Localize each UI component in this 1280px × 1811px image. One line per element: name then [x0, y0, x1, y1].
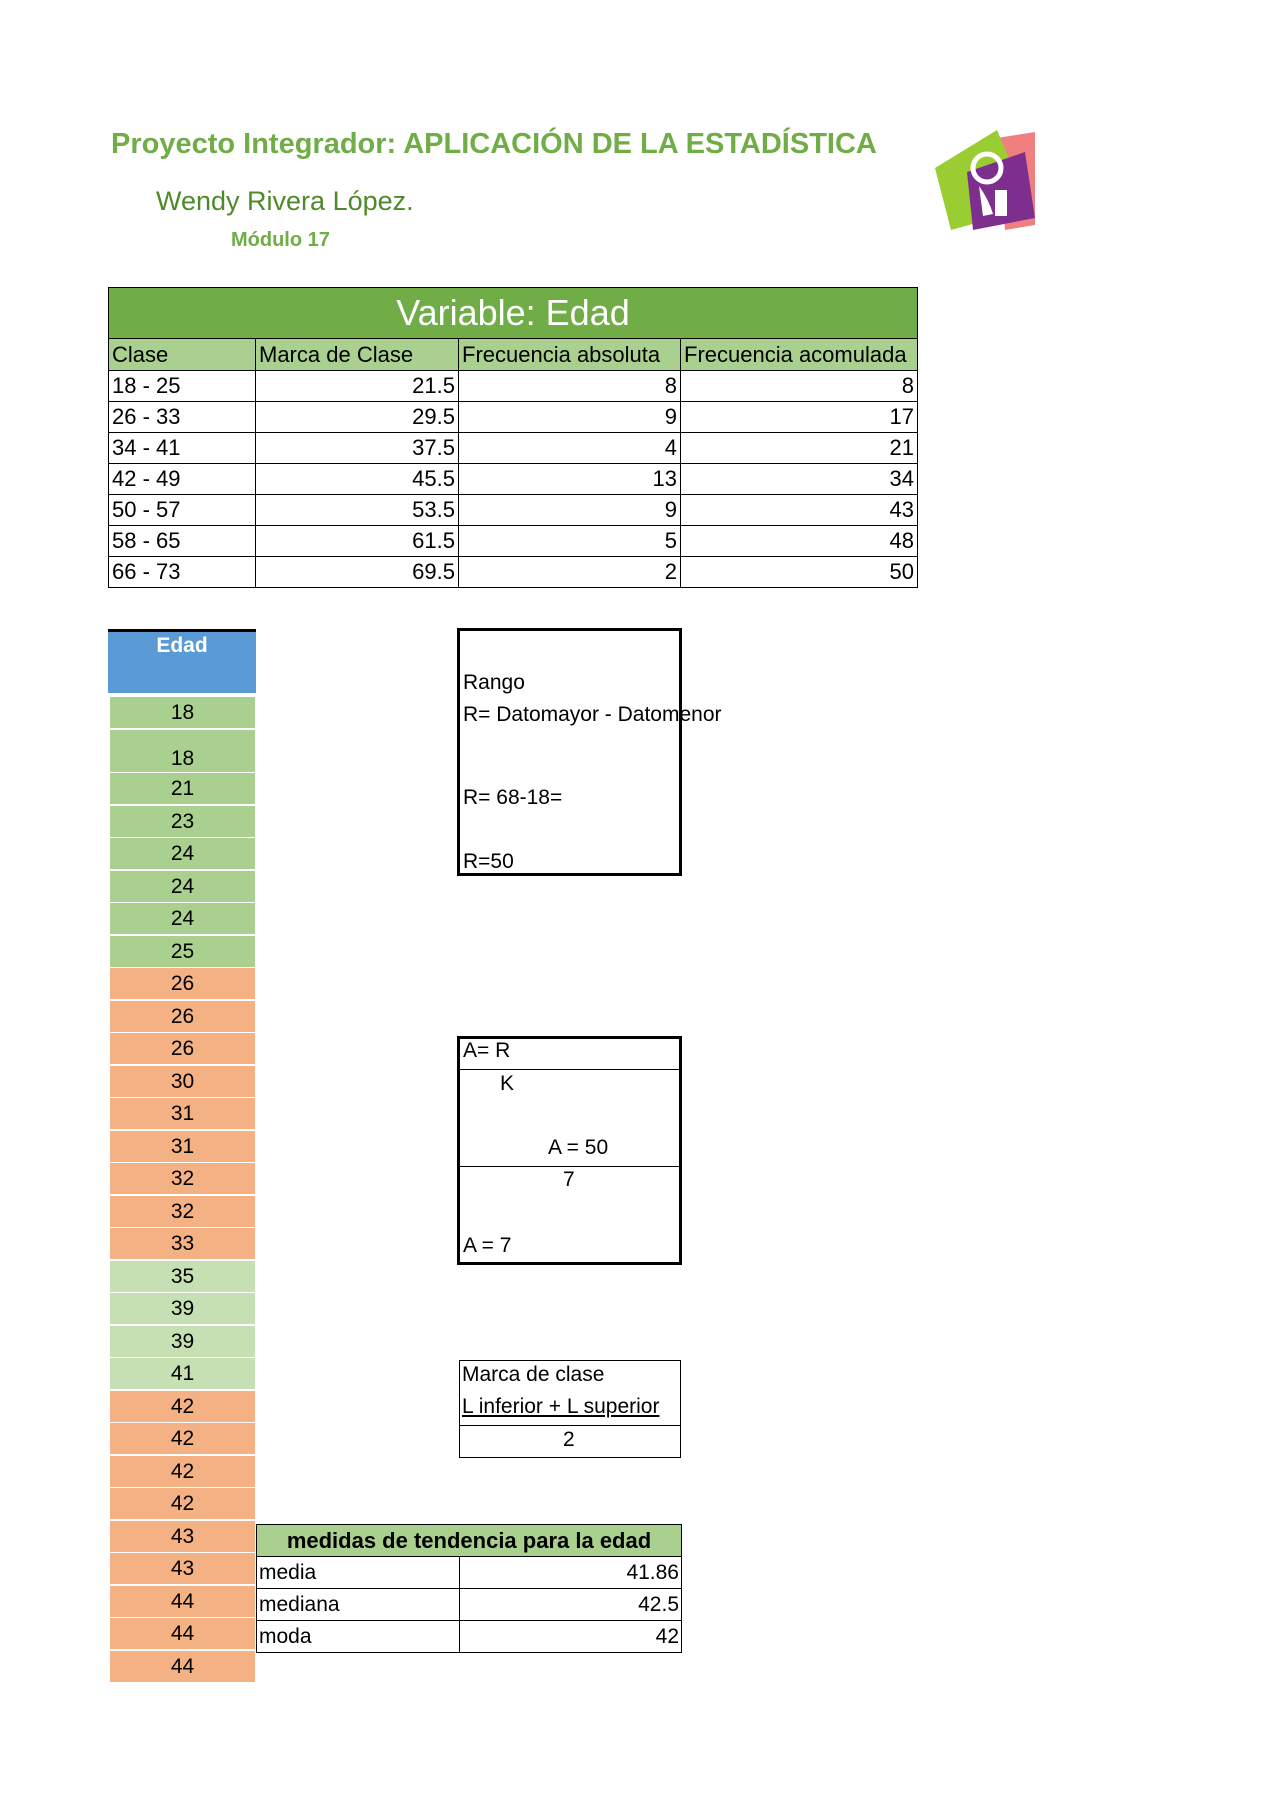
cell-marca: 21.5	[256, 371, 459, 402]
column-header-frecuencia-absoluta: Frecuencia absoluta	[459, 339, 681, 371]
edad-value: 39	[110, 1293, 255, 1324]
column-header-marca: Marca de Clase	[256, 339, 459, 371]
edad-value: 26	[110, 1001, 255, 1032]
frequency-table	[108, 287, 918, 588]
edad-value: 43	[110, 1521, 255, 1552]
table-row	[109, 464, 918, 495]
amplitud-formula-denominator: K	[500, 1072, 515, 1095]
cell-frecuencia-absoluta: 13	[459, 464, 681, 495]
edad-value: 31	[110, 1131, 255, 1162]
cell-marca: 45.5	[256, 464, 459, 495]
table-row	[109, 433, 918, 464]
cell-clase: 34 - 41	[109, 433, 256, 464]
divider	[460, 1425, 680, 1426]
author-name: Wendy Rivera López.	[156, 186, 414, 216]
rango-result: R=50	[463, 850, 514, 873]
cell-marca: 69.5	[256, 557, 459, 588]
cell-frecuencia-absoluta: 9	[459, 402, 681, 433]
cell-clase: 58 - 65	[109, 526, 256, 557]
medidas-title: medidas de tendencia para la edad	[257, 1525, 682, 1557]
cell-frecuencia-acumulada: 48	[681, 526, 918, 557]
cell-frecuencia-absoluta: 5	[459, 526, 681, 557]
cell-frecuencia-absoluta: 8	[459, 371, 681, 402]
edad-value: 24	[110, 838, 255, 869]
amplitud-substitution-denominator: 7	[563, 1168, 575, 1191]
edad-value: 18	[110, 697, 255, 728]
marca-clase-box	[459, 1360, 681, 1458]
module-label: Módulo 17	[231, 229, 330, 251]
edad-value: 33	[110, 1228, 255, 1259]
cell-clase: 66 - 73	[109, 557, 256, 588]
cell-clase: 50 - 57	[109, 495, 256, 526]
table-row	[109, 557, 918, 588]
rango-title: Rango	[463, 671, 525, 694]
cell-frecuencia-absoluta: 9	[459, 495, 681, 526]
cell-frecuencia-acumulada: 8	[681, 371, 918, 402]
edad-column-header: Edad	[108, 629, 256, 693]
logo-icon	[935, 130, 1035, 248]
measure-label: media	[257, 1557, 460, 1589]
measure-value: 42.5	[460, 1589, 682, 1621]
table-row	[109, 371, 918, 402]
cell-marca: 53.5	[256, 495, 459, 526]
cell-frecuencia-acumulada: 43	[681, 495, 918, 526]
edad-value: 42	[110, 1488, 255, 1519]
table-row	[257, 1589, 682, 1621]
cell-marca: 61.5	[256, 526, 459, 557]
column-header-clase: Clase	[109, 339, 256, 371]
divider	[460, 1069, 679, 1070]
edad-value: 35	[110, 1261, 255, 1292]
measure-value: 42	[460, 1621, 682, 1653]
table-row	[257, 1621, 682, 1653]
edad-value: 26	[110, 1033, 255, 1064]
amplitud-result: A = 7	[463, 1234, 512, 1257]
page-title: Proyecto Integrador: APLICACIÓN DE LA ESTADÍSTICA	[111, 128, 877, 160]
cell-marca: 37.5	[256, 433, 459, 464]
edad-value: 39	[110, 1326, 255, 1357]
amplitud-formula-numerator: A= R	[463, 1039, 511, 1062]
cell-clase: 26 - 33	[109, 402, 256, 433]
edad-value: 23	[110, 806, 255, 837]
cell-clase: 18 - 25	[109, 371, 256, 402]
edad-value: 42	[110, 1456, 255, 1487]
measure-label: mediana	[257, 1589, 460, 1621]
cell-frecuencia-acumulada: 17	[681, 402, 918, 433]
edad-value: 24	[110, 903, 255, 934]
cell-frecuencia-absoluta: 4	[459, 433, 681, 464]
table-row	[257, 1557, 682, 1589]
edad-value: 21	[110, 773, 255, 804]
amplitud-substitution-numerator: A = 50	[548, 1136, 609, 1159]
edad-value: 44	[110, 1586, 255, 1617]
edad-value: 44	[110, 1651, 255, 1682]
rango-substitution: R= 68-18=	[463, 786, 563, 809]
edad-value: 42	[110, 1423, 255, 1454]
marca-title: Marca de clase	[462, 1363, 605, 1386]
edad-value: 42	[110, 1391, 255, 1422]
edad-value: 32	[110, 1163, 255, 1194]
cell-frecuencia-acumulada: 34	[681, 464, 918, 495]
cell-frecuencia-acumulada: 50	[681, 557, 918, 588]
table-caption: Variable: Edad	[109, 288, 918, 339]
rango-formula: R= Datomayor - Datomenor	[463, 703, 722, 726]
measure-label: moda	[257, 1621, 460, 1653]
column-header-frecuencia-acumulada: Frecuencia acomulada	[681, 339, 918, 371]
rango-box	[457, 628, 722, 876]
edad-value: 43	[110, 1553, 255, 1584]
marca-formula-denominator: 2	[563, 1428, 575, 1451]
cell-clase: 42 - 49	[109, 464, 256, 495]
edad-value: 31	[110, 1098, 255, 1129]
edad-value: 25	[110, 936, 255, 967]
table-row	[109, 526, 918, 557]
edad-list	[110, 697, 255, 1683]
cell-marca: 29.5	[256, 402, 459, 433]
divider	[460, 1166, 679, 1167]
edad-value: 30	[110, 1066, 255, 1097]
amplitud-box	[457, 1036, 682, 1265]
cell-frecuencia-absoluta: 2	[459, 557, 681, 588]
edad-value: 32	[110, 1196, 255, 1227]
edad-value: 24	[110, 871, 255, 902]
marca-formula-numerator: L inferior + L superior	[462, 1395, 660, 1418]
table-row	[109, 402, 918, 433]
medidas-tendencia-table	[256, 1524, 682, 1653]
table-row	[109, 495, 918, 526]
edad-value: 41	[110, 1358, 255, 1389]
edad-value: 26	[110, 968, 255, 999]
measure-value: 41.86	[460, 1557, 682, 1589]
edad-value: 18	[110, 730, 255, 772]
cell-frecuencia-acumulada: 21	[681, 433, 918, 464]
edad-value: 44	[110, 1618, 255, 1649]
